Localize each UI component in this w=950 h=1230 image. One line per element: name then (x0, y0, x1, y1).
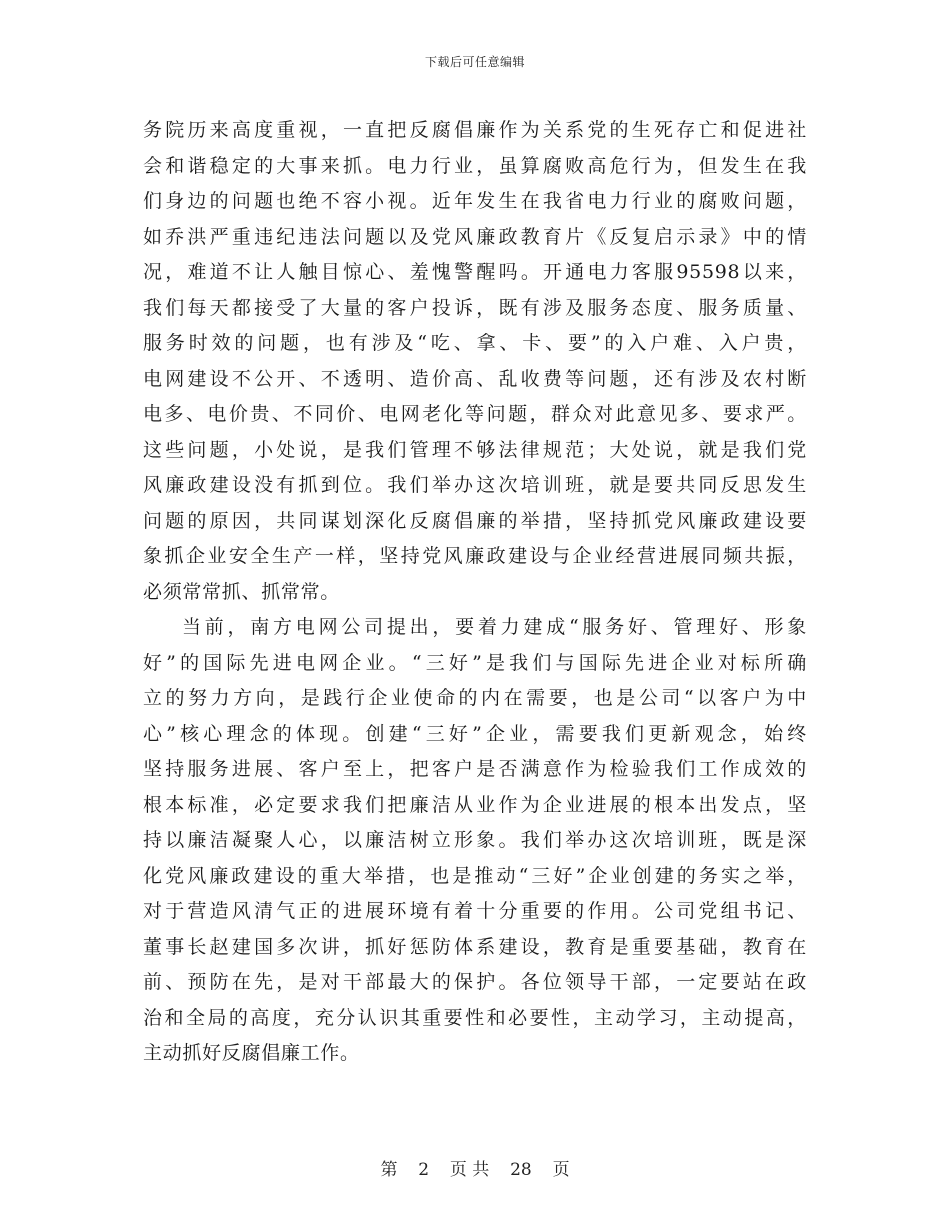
document-body (143, 113, 807, 1072)
text-line: 风廉政建设没有抓到位。我们举办这次培训班，就是要共同反思发生 (143, 474, 807, 496)
text-line: 如乔洪严重违纪违法问题以及党风廉政教育片《反复启示录》中的情 (143, 225, 807, 248)
current-page-number: 2 (418, 1160, 430, 1180)
text-line: 董事长赵建国多次讲，抓好惩防体系建设，教育是重要基础，教育在 (143, 935, 807, 958)
text-line: 服务时效的问题，也有涉及“吃、拿、卡、要”的入户难、入户贵， (143, 332, 807, 354)
text-line: 立的努力方向，是践行企业使命的内在需要，也是公司“以客户为中 (143, 687, 807, 709)
text-line: 好”的国际先进电网企业。“三好”是我们与国际先进企业对标所确 (143, 651, 807, 674)
text-line: 当前，南方电网公司提出，要着力建成“服务好、管理好、形象 (182, 616, 807, 638)
text-line: 前、预防在先，是对干部最大的保护。各位领导干部，一定要站在政 (143, 971, 807, 993)
text-line: 象抓企业安全生产一样，坚持党风廉政建设与企业经营进展同频共振， (143, 545, 807, 567)
paragraph-2 (143, 610, 807, 1072)
footer-middle: 页 共 (449, 1160, 490, 1180)
page-header-note: 下载后可任意编辑 (424, 55, 525, 69)
text-line: 这些问题，小处说，是我们管理不够法律规范；大处说，就是我们党 (143, 438, 807, 461)
text-line: 务院历来高度重视，一直把反腐倡廉作为关系党的生死存亡和促进社 (143, 119, 807, 141)
text-line: 我们每天都接受了大量的客户投诉，既有涉及服务态度、服务质量、 (143, 296, 807, 319)
total-page-count: 28 (510, 1160, 532, 1180)
text-line: 主动抓好反腐倡廉工作。 (143, 1042, 360, 1064)
text-line: 电网建设不公开、不透明、造价高、乱收费等问题，还有涉及农村断 (143, 367, 807, 390)
text-line: 坚持服务进展、客户至上，把客户是否满意作为检验我们工作成效的 (143, 758, 807, 780)
text-line: 治和全局的高度，充分认识其重要性和必要性，主动学习，主动提高， (143, 1006, 807, 1029)
paragraph-1 (143, 113, 807, 610)
text-line: 根本标准，必定要求我们把廉洁从业作为企业进展的根本出发点，坚 (143, 793, 807, 816)
text-line: 们身边的问题也绝不容小视。近年发生在我省电力行业的腐败问题， (143, 190, 807, 212)
text-line: 对于营造风清气正的进展环境有着十分重要的作用。公司党组书记、 (143, 900, 807, 922)
text-line: 持以廉洁凝聚人心，以廉洁树立形象。我们举办这次培训班，既是深 (143, 829, 807, 851)
text-line: 必须常常抓、抓常常。 (143, 580, 341, 603)
footer-prefix: 第 (380, 1160, 398, 1180)
text-line: 电多、电价贵、不同价、电网老化等问题，群众对此意见多、要求严。 (143, 403, 807, 425)
text-line: 问题的原因，共同谋划深化反腐倡廉的举措，坚持抓党风廉政建设要 (143, 509, 807, 532)
page-footer (0, 1155, 950, 1180)
text-line: 况，难道不让人触目惊心、羞愧警醒吗。开通电力客服95598以来， (143, 261, 807, 283)
text-line: 化党风廉政建设的重大举措，也是推动“三好”企业创建的务实之举， (143, 864, 807, 887)
footer-suffix: 页 (552, 1160, 570, 1180)
text-line: 心”核心理念的体现。创建“三好”企业，需要我们更新观念，始终 (143, 722, 807, 745)
text-line: 会和谐稳定的大事来抓。电力行业，虽算腐败高危行为，但发生在我 (143, 154, 807, 177)
